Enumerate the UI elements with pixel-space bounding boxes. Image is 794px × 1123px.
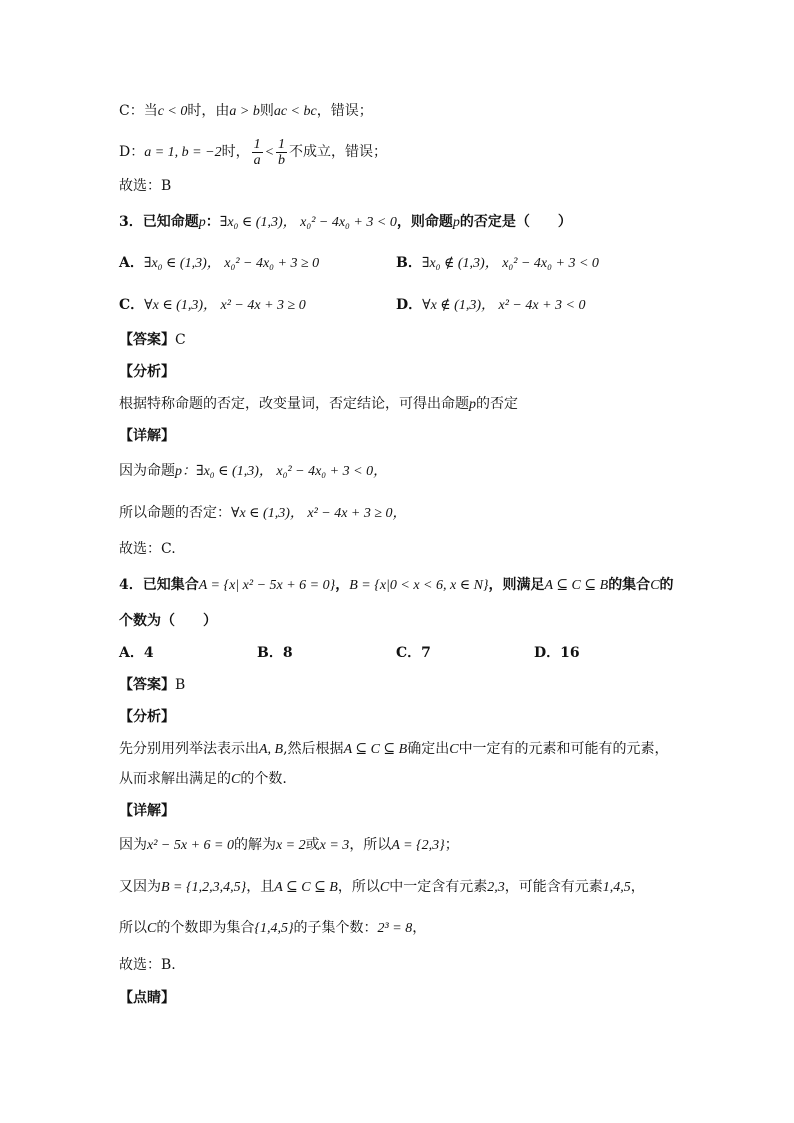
- text: ，: [412, 920, 427, 936]
- text: 不成立，错误；: [289, 144, 388, 160]
- question-4: [119, 575, 674, 596]
- math: a = 1, b = −2: [144, 145, 222, 160]
- explanation-line-c: [119, 101, 373, 122]
- math: ∀x ∈ (1,3)， x² − 4x + 3 ≥ 0: [144, 298, 306, 313]
- answer-3: [119, 330, 186, 350]
- math: a > b: [229, 104, 260, 119]
- text: 中一定含有元素: [389, 879, 488, 895]
- math: p: [452, 215, 460, 230]
- analysis-4-heading: 【分析】: [119, 709, 175, 725]
- math: 2,3: [487, 880, 505, 895]
- text: 的集合: [608, 577, 651, 593]
- label: 【答案】: [119, 677, 175, 693]
- point-heading: 【点睛】: [119, 990, 175, 1006]
- text: ，错误；: [316, 103, 373, 119]
- math: x = 2: [275, 838, 306, 853]
- text: 的个数即为集合: [156, 920, 255, 936]
- math: ac < bc: [273, 104, 317, 119]
- text: ，: [335, 577, 350, 593]
- text: 则: [259, 103, 274, 119]
- text: 4．已知集合: [119, 577, 199, 593]
- math: ∀x ∈ (1,3)， x² − 4x + 3 ≥ 0，: [231, 506, 407, 521]
- math: C: [231, 772, 241, 787]
- text: 又因为: [119, 879, 161, 895]
- math: p: [175, 464, 182, 479]
- text: ,然后根据: [283, 741, 344, 757]
- numerator: 1: [253, 136, 261, 152]
- text: 的解为: [233, 837, 276, 853]
- q4-option-b: B．8: [257, 645, 293, 661]
- math: {1,4,5}: [254, 921, 294, 936]
- numerator: 1: [278, 136, 286, 152]
- value: B: [175, 677, 186, 693]
- text: ；: [444, 837, 459, 853]
- q3-option-d: [396, 295, 585, 316]
- text: 时，由: [187, 103, 230, 119]
- math: <: [264, 145, 275, 160]
- math: ∀x ∉ (1,3)， x² − 4x + 3 < 0: [422, 298, 586, 313]
- text: 根据特称命题的否定，改变量词，否定结论，可得出命题: [119, 396, 469, 412]
- q3-option-a: [119, 253, 319, 274]
- math: A ⊆ C ⊆ B: [274, 880, 338, 895]
- text: 所以命题的否定：: [119, 505, 231, 521]
- math: A = {x| x² − 5x + 6 = 0}: [198, 578, 336, 593]
- detail-4-line-3: [119, 918, 426, 939]
- math: 1,4,5: [602, 880, 631, 895]
- label: B．: [396, 255, 422, 271]
- choice-line: 故选：B: [119, 178, 172, 194]
- math: C: [449, 742, 459, 757]
- math: ：∃x₀ ∈ (1,3)， x₀² − 4x₀ + 3 < 0，: [182, 464, 388, 479]
- detail-4-line-4: 故选：B.: [119, 957, 176, 973]
- math: x² − 5x + 6 = 0: [147, 838, 234, 853]
- label: A．: [119, 255, 144, 271]
- text: 3．已知命题: [119, 214, 199, 230]
- text: ，: [630, 879, 645, 895]
- text: 先分别用列举法表示出: [119, 741, 259, 757]
- denominator: a: [253, 152, 261, 168]
- text: 从而求解出满足的: [119, 771, 231, 787]
- analysis-3-text: [119, 394, 518, 415]
- math: B = {1,2,3,4,5}: [161, 880, 247, 895]
- q3-option-b: [396, 253, 599, 274]
- text: D：: [119, 144, 145, 160]
- math: C: [379, 880, 390, 895]
- detail-4-line-1: [119, 835, 459, 856]
- math: A = {2,3}: [391, 838, 445, 853]
- text: 的: [659, 577, 674, 593]
- text: C：当: [119, 103, 158, 119]
- q3-option-c: [119, 295, 306, 316]
- detail-4-heading: 【详解】: [119, 803, 175, 819]
- text: ，所以: [349, 837, 392, 853]
- text: 的个数.: [240, 771, 287, 787]
- analysis-4-line-1: [119, 739, 669, 760]
- explanation-line-d: [119, 136, 387, 169]
- text: 的否定是（ ）: [459, 214, 572, 230]
- text: ，且: [246, 879, 275, 895]
- math: B = {x|0 < x < 6, x ∈ N}: [349, 578, 489, 593]
- math: p: [469, 397, 476, 412]
- text: 因为命题: [119, 463, 175, 479]
- math: ∃x₀ ∈ (1,3)， x₀² − 4x₀ + 3 < 0: [219, 215, 397, 230]
- q4-option-c: C．7: [396, 645, 431, 661]
- q4-option-d: D．16: [534, 645, 580, 661]
- math: ∃x₀ ∈ (1,3)， x₀² − 4x₀ + 3 ≥ 0: [143, 256, 320, 271]
- math: A ⊆ C ⊆ B: [343, 742, 408, 757]
- value: C: [175, 332, 186, 348]
- math: c < 0: [157, 104, 188, 119]
- text: ，可能含有元素: [504, 879, 603, 895]
- text: ，则命题: [396, 214, 453, 230]
- text: 因为: [119, 837, 147, 853]
- detail-3-line-1: [119, 461, 387, 482]
- answer-4: [119, 675, 185, 695]
- math: A, B: [259, 742, 284, 757]
- math: 2³ = 8: [377, 921, 413, 936]
- denominator: b: [278, 152, 286, 168]
- detail-3-line-2: [119, 503, 407, 524]
- math: ∃x₀ ∉ (1,3)， x₀² − 4x₀ + 3 < 0: [421, 256, 599, 271]
- question-3: [119, 212, 572, 233]
- math: p: [198, 215, 206, 230]
- math: A ⊆ C ⊆ B: [544, 578, 609, 593]
- detail-3-heading: 【详解】: [119, 428, 175, 444]
- question-4-line-2: 个数为（ ）: [119, 613, 217, 629]
- analysis-4-line-2: [119, 769, 287, 790]
- fraction-1-over-a: [252, 137, 263, 168]
- text: 中一定有的元素和可能有的元素，: [458, 741, 669, 757]
- text: 时，: [221, 144, 250, 160]
- math: x = 3: [319, 838, 350, 853]
- math: C: [650, 578, 660, 593]
- text: ，则满足: [488, 577, 545, 593]
- fraction-1-over-b: [276, 137, 287, 168]
- math: C: [147, 921, 157, 936]
- detail-3-line-3: 故选：C.: [119, 541, 176, 557]
- q4-option-a: A．4: [119, 645, 154, 661]
- text: 确定出: [407, 741, 450, 757]
- text: ：: [205, 214, 220, 230]
- label: C．: [119, 297, 145, 313]
- text: 或: [305, 837, 320, 853]
- label: 【答案】: [119, 332, 175, 348]
- text: ，所以: [337, 879, 380, 895]
- text: 的子集个数：: [293, 920, 378, 936]
- label: D．: [396, 297, 423, 313]
- detail-4-line-2: [119, 877, 645, 898]
- analysis-3-heading: 【分析】: [119, 364, 175, 380]
- text: 的否定: [476, 396, 518, 412]
- text: 所以: [119, 920, 147, 936]
